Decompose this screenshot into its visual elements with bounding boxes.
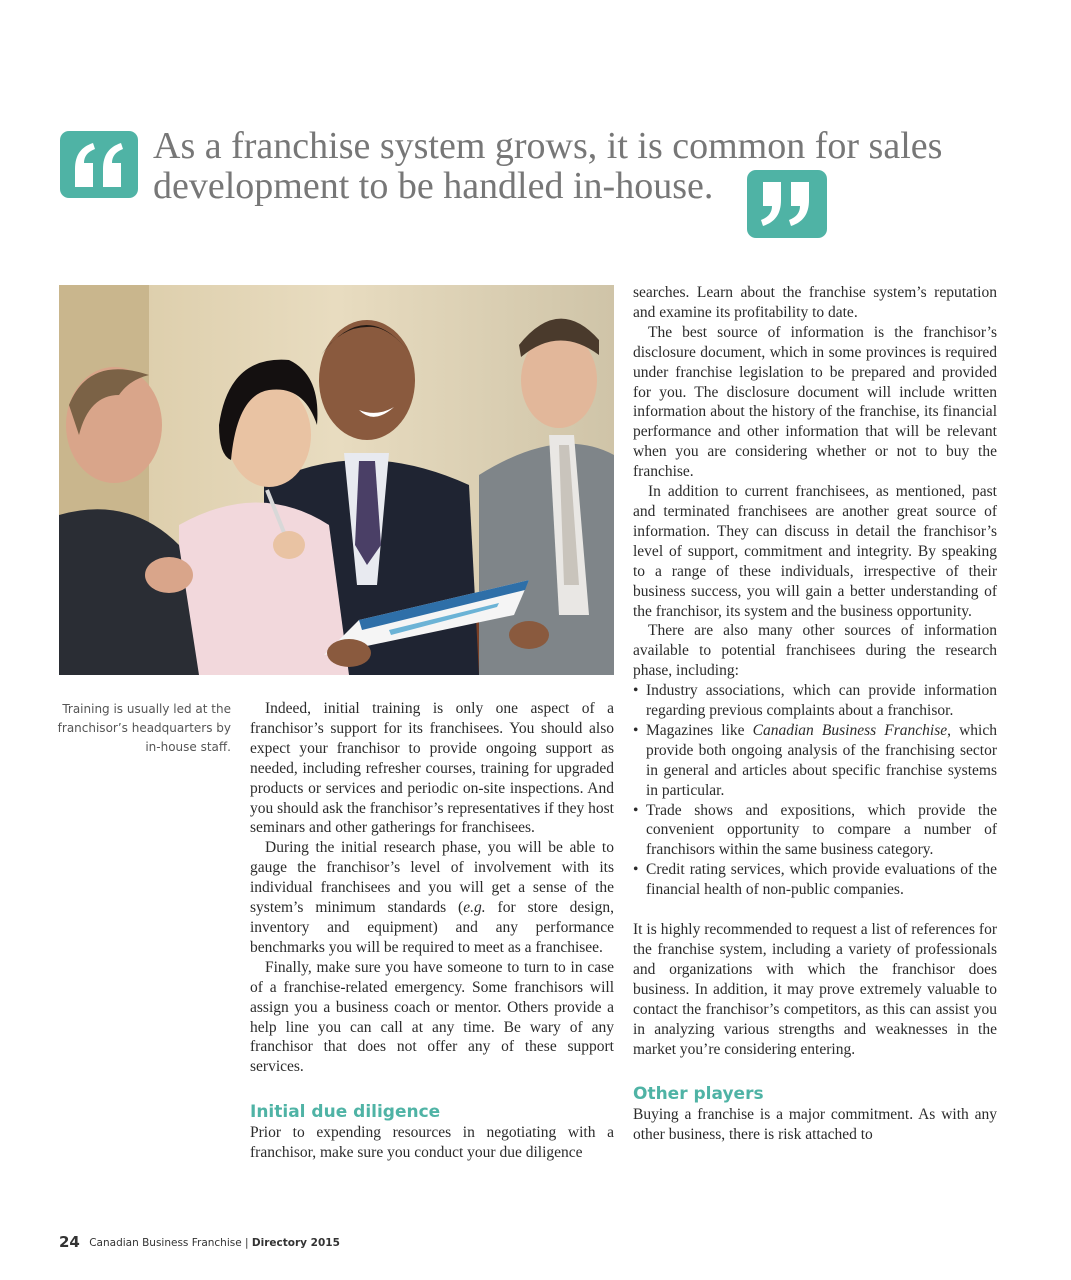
business-meeting-photo	[59, 285, 614, 675]
page-footer	[59, 1233, 340, 1251]
body-paragraph: searches. Learn about the franchise system’s reputation and examine its profitability to date.	[633, 284, 997, 321]
section-heading-initial-due-diligence: Initial due diligence	[250, 1102, 441, 1123]
list-italic: Canadian Business Franchise	[752, 721, 948, 739]
body-paragraph: Finally, make sure you have someone to turn to in case of a franchise-related emergency. Some franchisors will assign you a business coach or mentor. Others provide a help line you can call at any time. Be wary of any franchisor that does not offer any of these support services.	[250, 958, 614, 1076]
list-item: • Industry associations, which can provide information regarding previous complaints about a franchisor.	[633, 681, 997, 721]
body-paragraph: In addition to current franchisees, as mentioned, past and terminated franchisees are another great source of information. They can discuss in detail the franchisor’s level of support, commitment and integrity. By speaking to a range of these individuals, irrespective of their business success, you will gain a better understanding of the franchisor, its system and the business opportunity.	[633, 483, 997, 620]
open-quote-icon	[60, 131, 138, 198]
body-paragraph: Prior to expending resources in negotiating with a franchisor, make sure you conduct your due diligence	[250, 1124, 614, 1162]
body-italic: e.g.	[463, 899, 486, 917]
body-paragraph: Indeed, initial training is only one aspect of a franchisor’s support for its franchisees. You should also expect your franchisor to provide ongoing support as needed, including refresher courses, training for upgraded products or services and periodic on-site inspections. And you should ask the franchisor’s representatives if they host seminars and other gatherings for franchisees.	[250, 700, 614, 837]
body-text: During the initial research phase, you will be able to gauge the franchisor’s level of involvement with its individual franchisees and you will get a sense of the system’s minimum standards (	[250, 839, 614, 917]
close-quote-glyph	[759, 182, 815, 226]
list-item	[633, 721, 997, 801]
footer-separator: |	[245, 1237, 249, 1249]
page-number: 24	[59, 1233, 80, 1251]
sources-list	[633, 681, 997, 900]
section-heading-other-players: Other players	[633, 1084, 764, 1105]
body-paragraph: The best source of information is the franchisor’s disclosure document, which in some provinces is required under franchise legislation to be prepared and provided for you. The disclosure document will include written information about the history of the franchise, its financial performance and other information that will be relevant when you are considering whether or not to buy the franchise.	[633, 323, 997, 481]
body-paragraph	[250, 838, 614, 957]
list-text: Magazines like	[646, 721, 753, 739]
photo-caption: Training is usually led at the franchisor’s headquarters by in-house staff.	[57, 702, 231, 754]
spacer	[633, 900, 997, 920]
list-text: , which provide both ongoing analysis of the franchising sector in general and articles about specific franchise systems in particular.	[646, 721, 997, 799]
body-paragraph: Buying a franchise is a major commitment. As with any other business, there is risk attached to	[633, 1106, 997, 1144]
close-quote-icon	[747, 170, 827, 238]
body-paragraph: It is highly recommended to request a list of references for the franchise system, including a variety of professionals and organizations with which the franchisor does business. In addition, it may prove extremely valuable to contact the franchisor’s competitors, as this can assist you in analyzing various strengths and weaknesses in the market you’re considering entering.	[633, 921, 997, 1058]
open-quote-glyph	[71, 143, 127, 187]
issue-name: Directory 2015	[251, 1237, 340, 1249]
photo-illustration	[59, 285, 614, 675]
body-text: for store design, inventory and equipment) and any performance benchmarks you will be required to meet as a franchisee.	[250, 899, 614, 956]
right-text-column	[633, 283, 997, 1145]
publication-name: Canadian Business Franchise	[89, 1237, 242, 1249]
left-text-column	[250, 699, 614, 1163]
body-paragraph: There are also many other sources of information available to potential franchisees during the research phase, including:	[633, 622, 997, 680]
pull-quote: As a franchise system grows, it is common for sales development to be handled in-house.	[153, 125, 943, 207]
list-item: • Trade shows and expositions, which provide the convenient opportunity to compare a number of franchisors within the same business category.	[633, 801, 997, 861]
list-item: • Credit rating services, which provide evaluations of the financial health of non-public companies.	[633, 860, 997, 900]
